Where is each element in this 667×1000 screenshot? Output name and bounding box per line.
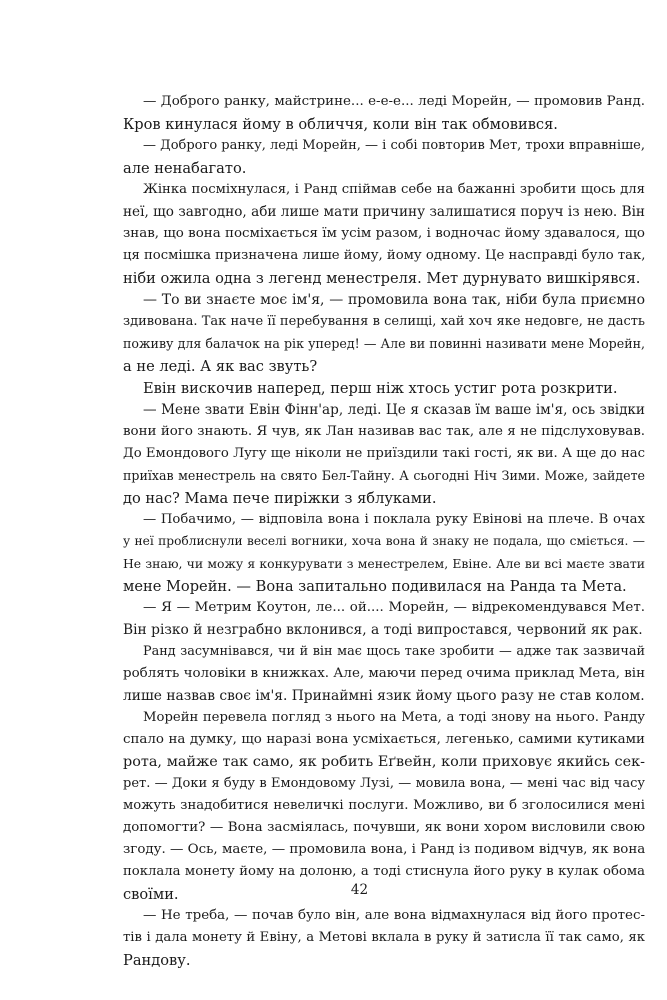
text-line: До Емондового Лугу ще ніколи не приїздили такі гості, як ви. А ще до нас bbox=[123, 446, 645, 461]
text-line: а не леді. А як вас звуть? bbox=[123, 358, 318, 375]
page-number: 42 bbox=[350, 882, 369, 898]
text-line: згоду. — Ось, маєте, — промовила вона, і Ранд із подивом відчув, як вона bbox=[123, 842, 645, 857]
text-line: — Мене звати Евін Фінн'ар, леді. Це я сказав їм ваше ім'я, ось звідки bbox=[143, 402, 645, 418]
text-line: спало на думку, що наразі вона усміхається, легенько, самими кутиками bbox=[123, 732, 645, 747]
text-line: здивована. Так наче її перебування в селищі, хай хоч яке недовге, не дасть bbox=[123, 314, 645, 329]
text-line: тів і дала монету й Евіну, а Метові вклала в руку й затисла її так само, як bbox=[123, 930, 645, 945]
text-line: — Доброго ранку, леді Морейн, — і собі повторив Мет, трохи вправніше, bbox=[143, 138, 645, 153]
text-line: ніби ожила одна з легенд менестреля. Мет дурнувато вишкірявся. bbox=[123, 270, 641, 287]
text-line: Жінка посміхнулася, і Ранд спіймав себе на бажанні зробити щось для bbox=[143, 182, 645, 197]
text-line: Кров кинулася йому в обличчя, коли він так обмовився. bbox=[123, 116, 558, 133]
text-line: — Не треба, — почав було він, але вона відмахнулася від його протес- bbox=[143, 908, 645, 923]
body-text bbox=[123, 94, 645, 974]
text-line: мене Морейн. — Вона запитально подивилася на Ранда та Мета. bbox=[123, 578, 627, 595]
text-line: Евін вискочив наперед, перш ніж хтось устиг рота розкрити. bbox=[143, 380, 618, 397]
text-line: вони його знають. Я чув, як Лан називав вас так, але я не підслуховував. bbox=[123, 424, 645, 439]
text-line: рет. — Доки я буду в Емондовому Лузі, — мовила вона, — мені час від часу bbox=[123, 776, 645, 791]
text-line: у неї проблиснули веселі вогники, хоча вона й знаку не подала, що сміється. — bbox=[123, 534, 645, 548]
text-line: ця посмішка призначена лише йому, йому одному. Це насправді було так, bbox=[123, 248, 645, 263]
text-line: але ненабагато. bbox=[123, 160, 247, 177]
text-line: приїхав менестрель на свято Бел-Тайну. А сьогодні Ніч Зими. Може, зайдете bbox=[123, 468, 645, 483]
text-line: лише назвав своє ім'я. Принаймні язик йому цього разу не став колом. bbox=[123, 688, 645, 704]
text-line: — Побачимо, — відповіла вона і поклала руку Евінові на плече. В очах bbox=[143, 512, 645, 527]
text-line: своїми. bbox=[123, 886, 179, 903]
text-line: Він різко й незграбно вклонився, а тоді випростався, червоний як рак. bbox=[123, 622, 643, 638]
text-line: Рандову. bbox=[123, 952, 191, 969]
text-line: до нас? Мама пече пиріжки з яблуками. bbox=[123, 490, 437, 507]
text-line: Не знаю, чи можу я конкурувати з менестрелем, Евіне. Але ви всі маєте звати bbox=[123, 556, 645, 571]
text-line: поживу для балачок на рік уперед! — Але ви повинні називати мене Морейн, bbox=[123, 336, 645, 351]
text-line: можуть знадобитися невеличкі послуги. Можливо, ви б зголосилися мені bbox=[123, 798, 645, 813]
text-line: поклала монету йому на долоню, а тоді стиснула його руку в кулак обома bbox=[123, 864, 645, 879]
text-line: Морейн перевела погляд з нього на Мета, а тоді знову на нього. Ранду bbox=[143, 710, 645, 725]
text-line: роблять чоловіки в книжках. Але, маючи перед очима приклад Мета, він bbox=[123, 666, 645, 681]
text-line: знав, що вона посміхається їм усім разом, і водночас йому здавалося, що bbox=[123, 226, 645, 241]
text-line: неї, що завгодно, аби лише мати причину залишатися поруч із нею. Він bbox=[123, 204, 645, 220]
text-line: Ранд засумнівався, чи й він має щось таке зробити — адже так зазвичай bbox=[143, 644, 645, 659]
text-line: — Доброго ранку, майстрине... е-е-е... леді Морейн, — промовив Ранд. bbox=[143, 94, 645, 109]
text-line: допомогти? — Вона засміялась, почувши, як вони хором висловили свою bbox=[123, 820, 645, 835]
text-line: — Я — Метрим Коутон, ле... ой.... Морейн, — відрекомендувався Мет. bbox=[143, 600, 645, 615]
text-line: — То ви знаєте моє ім'я, — промовила вона так, ніби була приємно bbox=[143, 292, 645, 308]
text-line: рота, майже так само, як робить Еґвейн, коли приховує якийсь сек- bbox=[123, 754, 645, 770]
